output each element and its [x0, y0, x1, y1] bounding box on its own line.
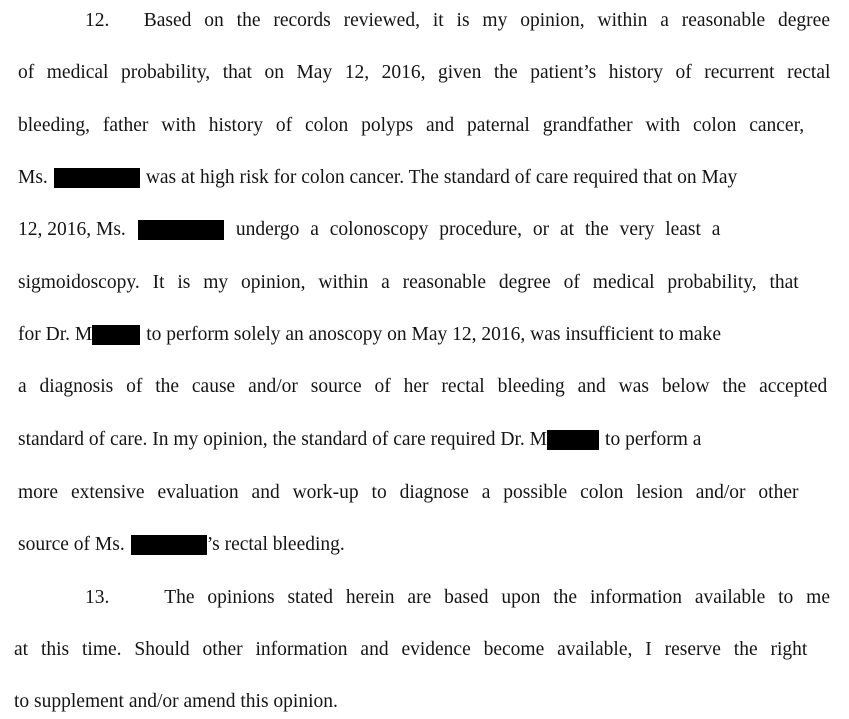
- paragraph-line: [18, 372, 830, 402]
- line-text: a diagnosis of the cause and/or source of her rectal bleeding and was below the accepted: [18, 376, 828, 397]
- line-text: undergo a colonoscopy procedure, or at the very least a: [235, 219, 721, 240]
- line-text: sigmoidoscopy. It is my opinion, within a reasonable degree of medical probability, that: [18, 272, 799, 293]
- paragraph-line: [18, 530, 830, 560]
- paragraph-line: [0, 583, 849, 613]
- line-text: bleeding, father with history of colon polyps and paternal grandfather with colon cancer,: [18, 115, 805, 136]
- paragraph-line: [18, 425, 830, 455]
- paragraph-line: [0, 6, 849, 36]
- paragraph-line: [18, 111, 830, 141]
- redaction-block: [92, 325, 140, 345]
- redaction-block: [54, 168, 140, 188]
- line-text: to perform a: [605, 429, 702, 450]
- paragraph-line: [18, 215, 830, 245]
- redaction-block: [547, 430, 599, 450]
- redaction-block: [138, 220, 224, 240]
- line-text: for Dr. M: [18, 324, 93, 345]
- line-text: Ms.: [18, 167, 48, 188]
- paragraph-number: 13.: [85, 587, 110, 608]
- line-text: source of Ms.: [18, 534, 125, 555]
- line-text: was at high risk for colon cancer. The standard of care required that on May: [145, 167, 738, 188]
- line-text: The opinions stated herein are based upon the information available to me: [164, 587, 830, 608]
- paragraph-line: [18, 163, 830, 193]
- paragraph-line: [18, 268, 830, 298]
- line-text: standard of care. In my opinion, the standard of care required Dr. M: [18, 429, 548, 450]
- line-text: more extensive evaluation and work-up to diagnose a possible colon lesion and/or other: [18, 482, 799, 503]
- line-text: at this time. Should other information and evidence become available, I reserve the right: [14, 639, 808, 660]
- line-text: to perform solely an anoscopy on May 12, 2016, was insufficient to make: [146, 324, 721, 345]
- line-text: of medical probability, that on May 12, 2016, given the patient’s history of recurrent rectal: [18, 62, 831, 83]
- line-text: to supplement and/or amend this opinion.: [14, 691, 338, 712]
- paragraph-line: [18, 58, 830, 88]
- line-text: Based on the records reviewed, it is my opinion, within a reasonable degree: [143, 10, 830, 31]
- paragraph-number: 12.: [85, 10, 110, 31]
- line-text: ’s rectal bleeding.: [206, 534, 345, 555]
- line-text: 12, 2016, Ms.: [18, 219, 126, 240]
- paragraph-line: [18, 478, 830, 508]
- paragraph-line: [14, 687, 830, 717]
- paragraph-line: [18, 320, 830, 350]
- redaction-block: [131, 535, 207, 555]
- paragraph-line: [14, 635, 830, 665]
